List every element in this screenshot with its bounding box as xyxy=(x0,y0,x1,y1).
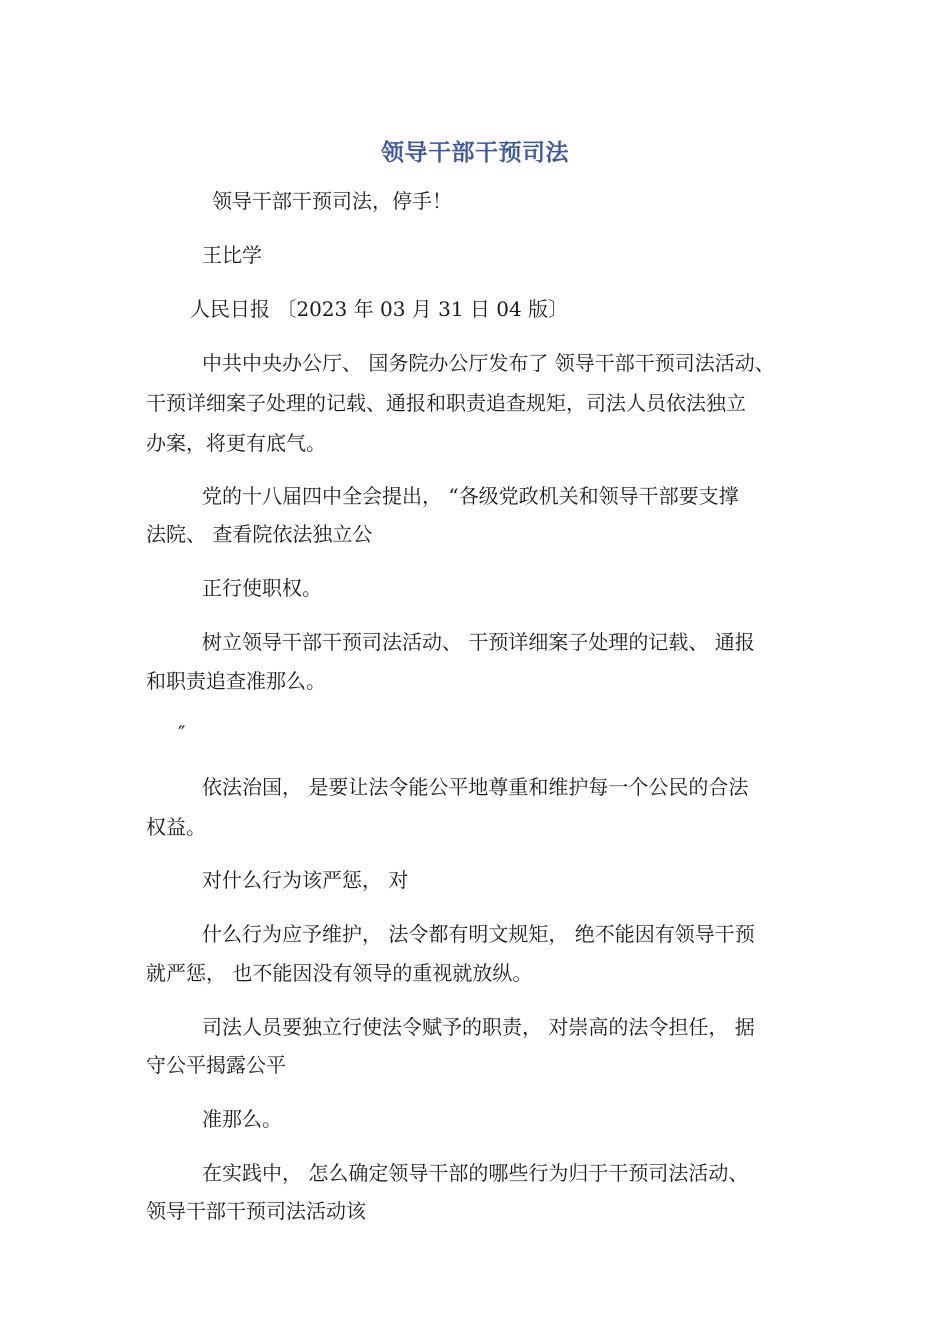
paragraph-line: 在实践中， 怎么确定领导干部的哪些行为归于干预司法活动、 xyxy=(202,1161,749,1185)
author-line: 王比学 xyxy=(202,243,262,267)
document-title: 领导干部干预司法 xyxy=(381,140,569,166)
paragraph-line: 权益。 xyxy=(146,815,206,839)
paragraph-line: 和职责追查准那么。 xyxy=(146,669,326,693)
paragraph-line: 就严惩， 也不能因没有领导的重视就放纵。 xyxy=(146,961,533,985)
paragraph-line: 对什么行为该严惩， 对 xyxy=(202,868,409,892)
paragraph-line: 正行使职权。 xyxy=(202,576,322,600)
paragraph-line: 领导干部干预司法活动该 xyxy=(146,1199,366,1223)
paragraph-line: 什么行为应予维护， 法令都有明文规矩， 绝不能因有领导干预 xyxy=(202,922,755,946)
paragraph-line: 办案，将更有底气。 xyxy=(146,431,326,455)
paragraph-line: 中共中央办公厅、 国务院办公厅发布了 领导干部干预司法活动、 xyxy=(202,351,775,375)
paragraph-line: 干预详细案子处理的记载、通报和职责追查规矩，司法人员依法独立 xyxy=(146,391,746,415)
source-line: 人民日报 〔2023 年 03 月 31 日 04 版〕 xyxy=(190,297,569,321)
paragraph-line: 守公平揭露公平 xyxy=(146,1053,286,1077)
paragraph-line: 依法治国， 是要让法令能公平地尊重和维护每一个公民的合法 xyxy=(202,775,749,799)
paragraph-line: 准那么。 xyxy=(202,1107,282,1131)
paragraph-line: 树立领导干部干预司法活动、 干预详细案子处理的记载、 通报 xyxy=(202,630,755,654)
paragraph-line: 法院、 查看院依法独立公 xyxy=(146,522,373,546)
subtitle-line: 领导干部干预司法，停手！ xyxy=(212,189,452,213)
quote-mark-line: ″ xyxy=(178,721,186,745)
paragraph-line: 党的十八届四中全会提出， “各级党政机关和领导干部要支撑 xyxy=(202,484,739,508)
paragraph-line: 司法人员要独立行使法令赋予的职责， 对崇高的法令担任， 据 xyxy=(202,1015,755,1039)
